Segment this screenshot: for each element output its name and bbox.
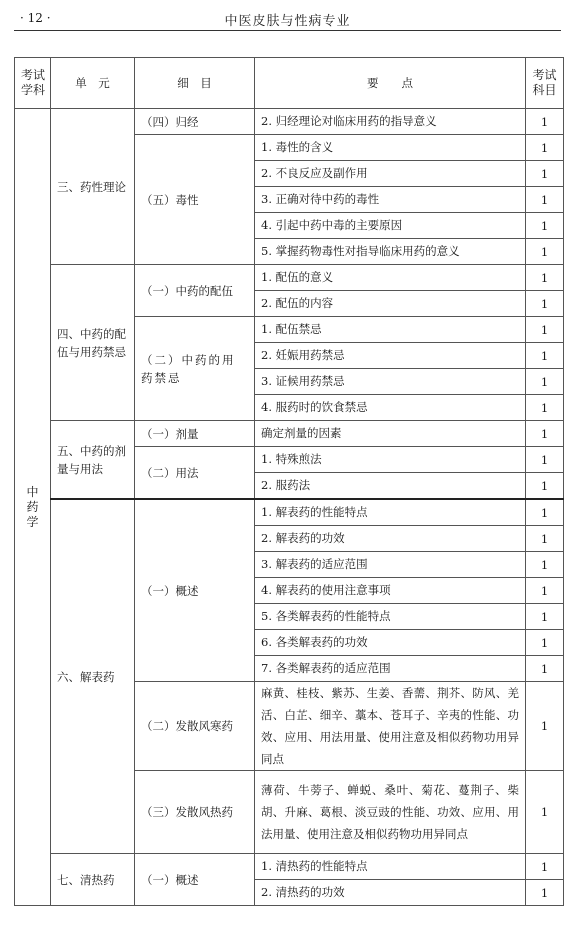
level-cell: 1 — [526, 604, 564, 630]
table-row — [15, 109, 564, 135]
unit-cell: 七、清热药 — [51, 854, 135, 906]
level-cell: 1 — [526, 135, 564, 161]
level-cell: 1 — [526, 369, 564, 395]
item-cell: （一）概述 — [135, 499, 255, 682]
item-cell: （一）概述 — [135, 854, 255, 906]
unit-cell: 五、中药的剂量与用法 — [51, 421, 135, 500]
item-cell: （二）中药的用药禁忌 — [135, 317, 255, 421]
point-cell: 5. 掌握药物毒性对指导临床用药的意义 — [255, 239, 526, 265]
point-cell: 2. 归经理论对临床用药的指导意义 — [255, 109, 526, 135]
page-header — [14, 8, 561, 31]
level-cell: 1 — [526, 880, 564, 906]
level-cell: 1 — [526, 578, 564, 604]
level-cell: 1 — [526, 630, 564, 656]
item-cell: （二）发散风寒药 — [135, 682, 255, 771]
level-cell: 1 — [526, 656, 564, 682]
level-cell: 1 — [526, 395, 564, 421]
point-cell: 2. 解表药的功效 — [255, 526, 526, 552]
unit-cell: 三、药性理论 — [51, 109, 135, 265]
item-cell: （一）中药的配伍 — [135, 265, 255, 317]
point-cell: 2. 不良反应及副作用 — [255, 161, 526, 187]
item-cell: （五）毒性 — [135, 135, 255, 265]
point-cell: 1. 配伍的意义 — [255, 265, 526, 291]
subject-cell: 中药学 — [15, 109, 51, 906]
point-cell: 3. 证候用药禁忌 — [255, 369, 526, 395]
level-cell: 1 — [526, 771, 564, 854]
col-header-level: 考试科目 — [526, 58, 564, 109]
item-cell: （二）用法 — [135, 447, 255, 500]
point-cell: 1. 清热药的性能特点 — [255, 854, 526, 880]
level-cell: 1 — [526, 421, 564, 447]
item-cell: （一）剂量 — [135, 421, 255, 447]
point-cell: 7. 各类解表药的适应范围 — [255, 656, 526, 682]
col-header-points: 要 点 — [255, 58, 526, 109]
unit-cell: 六、解表药 — [51, 499, 135, 854]
col-header-item: 细 目 — [135, 58, 255, 109]
level-cell: 1 — [526, 239, 564, 265]
point-cell: 2. 服药法 — [255, 473, 526, 500]
level-cell: 1 — [526, 291, 564, 317]
point-cell: 5. 各类解表药的性能特点 — [255, 604, 526, 630]
table-header-row — [15, 58, 564, 109]
point-cell: 6. 各类解表药的功效 — [255, 630, 526, 656]
table-row — [15, 854, 564, 880]
table-row — [15, 499, 564, 526]
col-header-subject: 考试学科 — [15, 58, 51, 109]
point-cell: 1. 配伍禁忌 — [255, 317, 526, 343]
point-cell: 2. 清热药的功效 — [255, 880, 526, 906]
point-cell: 4. 服药时的饮食禁忌 — [255, 395, 526, 421]
unit-cell: 四、中药的配伍与用药禁忌 — [51, 265, 135, 421]
item-cell: （四）归经 — [135, 109, 255, 135]
level-cell: 1 — [526, 317, 564, 343]
page-title: 中医皮肤与性病专业 — [224, 14, 351, 29]
point-cell: 1. 特殊煎法 — [255, 447, 526, 473]
point-cell: 薄荷、牛蒡子、蝉蜕、桑叶、菊花、蔓荆子、柴胡、升麻、葛根、淡豆豉的性能、功效、应用、用法用量、使用注意及相似药物功用异同点 — [255, 771, 526, 854]
level-cell: 1 — [526, 854, 564, 880]
level-cell: 1 — [526, 187, 564, 213]
point-cell: 4. 解表药的使用注意事项 — [255, 578, 526, 604]
item-cell: （三）发散风热药 — [135, 771, 255, 854]
table-row — [15, 265, 564, 291]
table-row — [15, 421, 564, 447]
point-cell: 2. 妊娠用药禁忌 — [255, 343, 526, 369]
level-cell: 1 — [526, 109, 564, 135]
page-number: · 12 · — [20, 11, 51, 25]
point-cell: 3. 正确对待中药的毒性 — [255, 187, 526, 213]
level-cell: 1 — [526, 526, 564, 552]
syllabus-table — [14, 57, 564, 906]
level-cell: 1 — [526, 447, 564, 473]
point-cell: 1. 解表药的性能特点 — [255, 499, 526, 526]
level-cell: 1 — [526, 265, 564, 291]
point-cell: 1. 毒性的含义 — [255, 135, 526, 161]
level-cell: 1 — [526, 473, 564, 500]
point-cell: 3. 解表药的适应范围 — [255, 552, 526, 578]
point-cell: 4. 引起中药中毒的主要原因 — [255, 213, 526, 239]
point-cell: 2. 配伍的内容 — [255, 291, 526, 317]
level-cell: 1 — [526, 552, 564, 578]
point-cell: 麻黄、桂枝、紫苏、生姜、香薷、荆芥、防风、羌活、白芷、细辛、藁本、苍耳子、辛夷的性能、功效、应用、用法用量、使用注意及相似药物功用异同点 — [255, 682, 526, 771]
col-header-unit: 单 元 — [51, 58, 135, 109]
point-cell: 确定剂量的因素 — [255, 421, 526, 447]
level-cell: 1 — [526, 682, 564, 771]
level-cell: 1 — [526, 499, 564, 526]
level-cell: 1 — [526, 213, 564, 239]
level-cell: 1 — [526, 161, 564, 187]
level-cell: 1 — [526, 343, 564, 369]
